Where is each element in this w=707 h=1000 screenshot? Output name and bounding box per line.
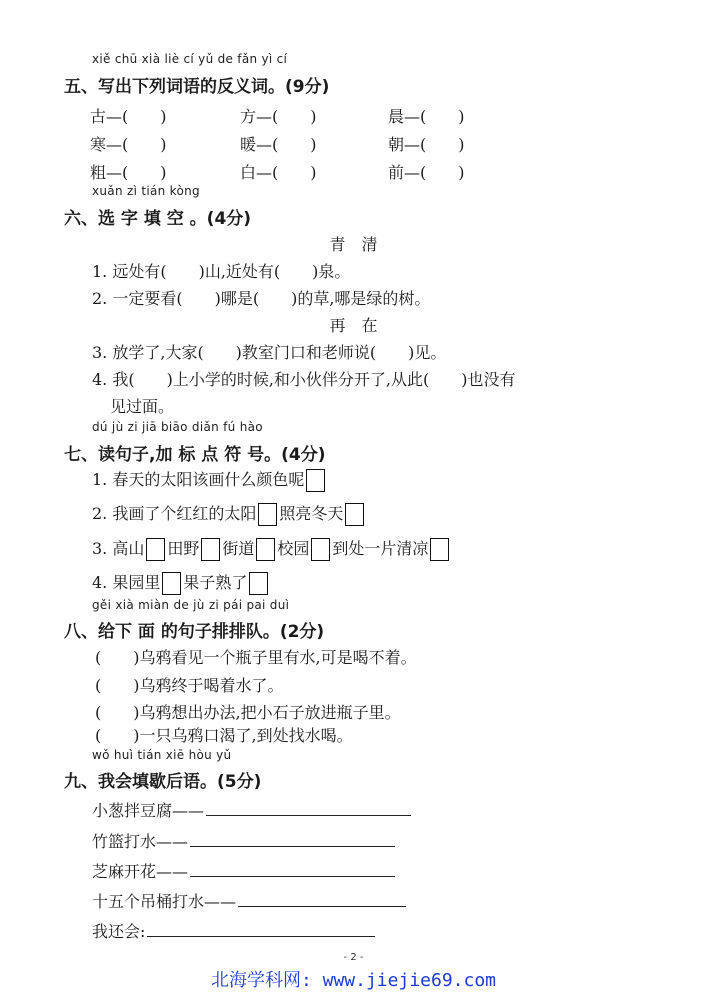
punctuation-box[interactable]: [345, 503, 364, 526]
xiehouyu-prompt: 小葱拌豆腐——: [92, 801, 205, 820]
answer-line[interactable]: [190, 862, 395, 877]
word-choice-pair: 青 清: [329, 235, 378, 254]
xiehouyu-prompt: 竹篮打水——: [92, 832, 189, 851]
antonym-item[interactable]: 粗—( ): [90, 163, 167, 182]
ordering-item[interactable]: ( )乌鸦终于喝着水了。: [95, 676, 284, 695]
antonym-item[interactable]: 前—( ): [388, 163, 465, 182]
antonym-item[interactable]: 方—( ): [240, 107, 317, 126]
section5-heading: 五、写出下列词语的反义词。(9分): [64, 77, 330, 97]
xiehouyu-prompt: 十五个吊桶打水——: [92, 892, 237, 911]
section7-pinyin: dú jù zi jiā biāo diǎn fú hào: [92, 420, 263, 434]
answer-line[interactable]: [190, 832, 395, 847]
punctuation-box[interactable]: [258, 503, 277, 526]
question-text: 1. 春天的太阳该画什么颜色呢: [92, 470, 305, 489]
question-text: 2. 我画了个红红的太阳: [92, 504, 257, 523]
punctuation-box[interactable]: [306, 469, 325, 492]
fill-question[interactable]: 4. 我( )上小学的时候,和小伙伴分开了,从此( )也没有: [92, 370, 516, 389]
punctuation-question: [92, 570, 270, 595]
question-text: 到处一片清凉: [332, 539, 429, 558]
punctuation-question: [92, 536, 451, 561]
punctuation-box[interactable]: [249, 572, 268, 595]
section9-pinyin: wǒ huì tián xiē hòu yǔ: [92, 748, 232, 762]
punctuation-box[interactable]: [256, 538, 275, 561]
section7-heading: 七、读句子,加 标 点 符 号。(4分): [64, 445, 326, 465]
xiehouyu-item: [92, 889, 406, 912]
xiehouyu-prompt: 我还会:: [92, 922, 146, 941]
xiehouyu-item: [92, 859, 395, 882]
punctuation-question: [92, 501, 366, 526]
punctuation-question: [92, 467, 327, 492]
answer-line[interactable]: [206, 801, 411, 816]
antonym-item[interactable]: 暖—( ): [240, 135, 317, 154]
antonym-item[interactable]: 白—( ): [240, 163, 317, 182]
question-text: 4. 果园里: [92, 573, 161, 592]
antonym-item[interactable]: 朝—( ): [388, 135, 465, 154]
word-choice-pair: 再 在: [329, 316, 378, 335]
fill-question[interactable]: 3. 放学了,大家( )教室门口和老师说( )见。: [92, 343, 447, 362]
punctuation-box[interactable]: [162, 572, 181, 595]
fill-question[interactable]: 2. 一定要看( )哪是( )的草,哪是绿的树。: [92, 289, 431, 308]
antonym-item[interactable]: 古—( ): [90, 107, 167, 126]
question-text: 照亮冬天: [279, 504, 344, 523]
section8-pinyin: gěi xià miàn de jù zi pái pai duì: [92, 598, 290, 612]
section9-heading: 九、我会填歇后语。(5分): [64, 772, 262, 792]
punctuation-box[interactable]: [430, 538, 449, 561]
answer-line[interactable]: [238, 892, 406, 907]
punctuation-box[interactable]: [146, 538, 165, 561]
ordering-item[interactable]: ( )乌鸦想出办法,把小石子放进瓶子里。: [95, 703, 401, 722]
question-text: 3. 高山: [92, 539, 145, 558]
page-number: - 2 -: [343, 952, 364, 963]
section5-pinyin: xiě chū xià liè cí yǔ de fǎn yì cí: [92, 52, 288, 66]
answer-line[interactable]: [147, 922, 375, 937]
xiehouyu-item: [92, 919, 375, 942]
punctuation-box[interactable]: [201, 538, 220, 561]
xiehouyu-prompt: 芝麻开花——: [92, 862, 189, 881]
question-text: 校园: [277, 539, 310, 558]
fill-question[interactable]: 1. 远处有( )山,近处有( )泉。: [92, 262, 351, 281]
antonym-item[interactable]: 晨—( ): [388, 107, 465, 126]
punctuation-box[interactable]: [311, 538, 330, 561]
section6-heading: 六、选 字 填 空 。(4分): [64, 209, 252, 229]
section6-pinyin: xuǎn zì tián kòng: [92, 184, 200, 198]
question-text: 果子熟了: [183, 573, 248, 592]
xiehouyu-item: [92, 829, 395, 852]
antonym-item[interactable]: 寒—( ): [90, 135, 167, 154]
xiehouyu-item: [92, 798, 411, 821]
ordering-item[interactable]: ( )乌鸦看见一个瓶子里有水,可是喝不着。: [95, 648, 417, 667]
ordering-item[interactable]: ( )一只乌鸦口渴了,到处找水喝。: [95, 726, 353, 745]
question-text: 田野: [167, 539, 200, 558]
question-text: 街道: [222, 539, 255, 558]
fill-question-continued: 见过面。: [110, 397, 175, 416]
section8-heading: 八、给下 面 的句子排排队。(2分): [64, 622, 325, 642]
footer-watermark: 北海学科网: www.jiejie69.com: [210, 970, 497, 991]
